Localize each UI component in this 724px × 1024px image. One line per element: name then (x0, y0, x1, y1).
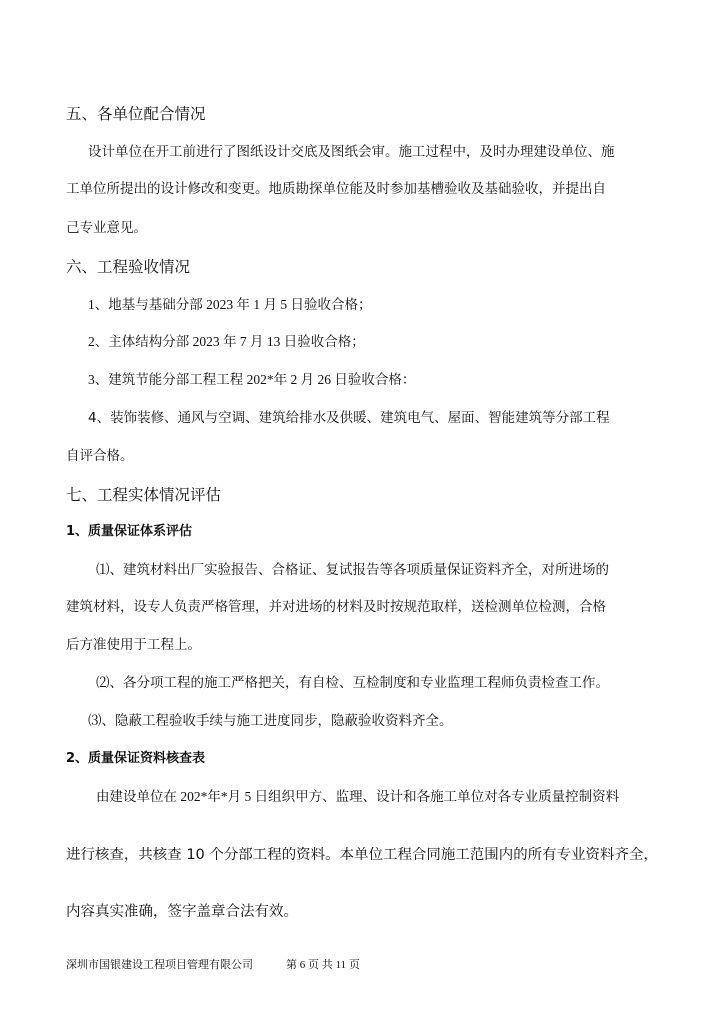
section-5-line-2: 工单位所提出的设计修改和变更。地质勘探单位能及时参加基槽验收及基础验收，并提出自 (66, 181, 606, 197)
subsection-2-line-3: 内容真实准确，签字盖章合法有效。 (66, 904, 298, 920)
acceptance-item-1: 1、地基与基础分部 2023 年 1 月 5 日验收合格； (88, 297, 372, 312)
section-5-heading: 五、各单位配合情况 (66, 105, 206, 123)
subsection-1-heading: 1、质量保证体系评估 (66, 524, 193, 539)
section-6-heading: 六、工程验收情况 (66, 258, 191, 276)
acceptance-item-4: 4、装饰装修、通风与空调、建筑给排水及供暖、建筑电气、屋面、智能建筑等分部工程 (88, 410, 610, 426)
footer-page-number: 第 6 页 共 11 页 (286, 959, 360, 971)
subsection-1-line-4: ⑵、各分项工程的施工严格把关，有自检、互检制度和专业监理工程师负责检查工作。 (96, 675, 609, 691)
subsection-2-heading: 2、质量保证资料核查表 (66, 751, 206, 766)
acceptance-item-4-cont: 自评合格。 (66, 448, 134, 464)
subsection-1-line-1: ⑴、建筑材料出厂实验报告、合格证、复试报告等各项质量保证资料齐全，对所进场的 (96, 562, 609, 578)
footer-company: 深圳市国银建设工程项目管理有限公司 (66, 958, 253, 971)
section-7-heading: 七、工程实体情况评估 (66, 486, 222, 504)
subsection-2-line-2: 进行核查，共核查 10 个分部工程的资料。本单位工程合同施工范围内的所有专业资料齐全， (66, 847, 658, 863)
section-5-line-1: 设计单位在开工前进行了图纸设计交底及图纸会审。施工过程中，及时办理建设单位、施 (88, 144, 615, 160)
subsection-1-line-5: ⑶、隐蔽工程验收手续与施工进度同步，隐蔽验收资料齐全。 (88, 713, 453, 729)
acceptance-item-3: 3、建筑节能分部工程工程 202*年 2 月 26 日验收合格： (88, 372, 416, 387)
acceptance-item-2: 2、主体结构分部 2023 年 7 月 13 日验收合格； (88, 334, 365, 349)
subsection-1-line-3: 后方准使用于工程上。 (66, 637, 201, 653)
subsection-2-line-1: 由建设单位在 202*年*月 5 日组织甲方、监理、设计和各施工单位对各专业质量控制资料 (96, 789, 620, 804)
subsection-1-line-2: 建筑材料，设专人负责严格管理，并对进场的材料及时按规范取样，送检测单位检测，合格 (66, 599, 606, 615)
section-5-line-3: 己专业意见。 (66, 220, 147, 236)
